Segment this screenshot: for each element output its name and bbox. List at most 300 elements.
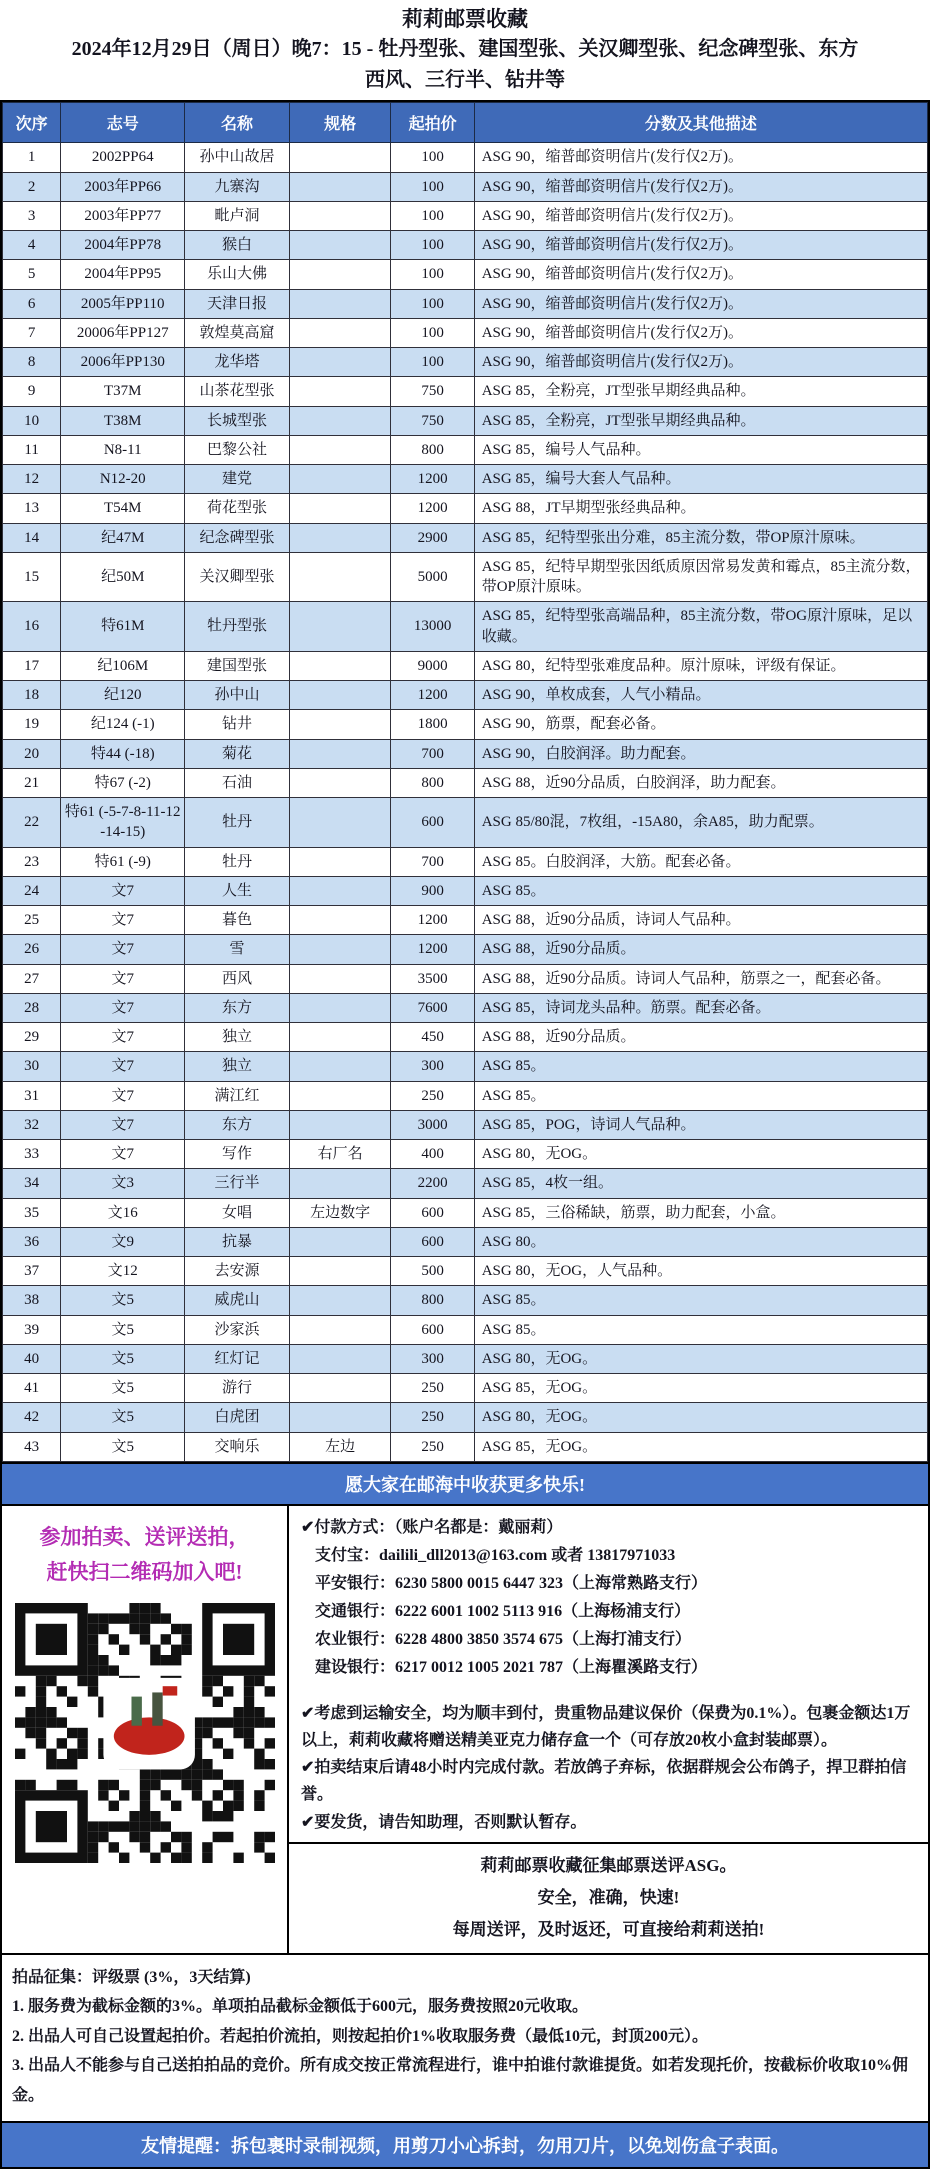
table-row [3, 231, 928, 260]
table-row [3, 768, 928, 797]
cell-desc: ASG 90，缩普邮资明信片(发行仅2万)。 [474, 172, 927, 201]
cell-price: 5000 [391, 552, 474, 602]
cell-code: 文16 [61, 1198, 185, 1227]
cell-name: 关汉卿型张 [185, 552, 290, 602]
cell-name: 东方 [185, 993, 290, 1022]
cell-price: 800 [391, 435, 474, 464]
cell-spec [289, 201, 391, 230]
cell-code: 2002PP64 [61, 143, 185, 172]
table-header-row [3, 103, 928, 143]
table-row [3, 1374, 928, 1403]
table-row [3, 377, 928, 406]
cell-code: 文9 [61, 1227, 185, 1256]
asg-promo-line-2: 安全，准确，快速! [537, 1887, 680, 1907]
terms-item: 1. 服务费为截标金额的3%。单项拍品截标金额低于600元，服务费按照20元收取。 [12, 1998, 589, 2016]
cell-spec [289, 1257, 391, 1286]
cell-price: 100 [391, 172, 474, 201]
cell-code: 2004年PP78 [61, 231, 185, 260]
cell-code: 文7 [61, 906, 185, 935]
cell-name: 红灯记 [185, 1344, 290, 1373]
cell-name: 三行半 [185, 1169, 290, 1198]
cell-seq: 19 [3, 710, 61, 739]
cell-name: 独立 [185, 1052, 290, 1081]
cell-price: 500 [391, 1257, 474, 1286]
table-row [3, 318, 928, 347]
cell-name: 白虎团 [185, 1403, 290, 1432]
cell-desc: ASG 85，全粉亮，JT型张早期经典品种。 [474, 406, 927, 435]
cell-price: 700 [391, 847, 474, 876]
cell-price: 1200 [391, 681, 474, 710]
cell-name: 菊花 [185, 739, 290, 768]
table-row [3, 289, 928, 318]
table-row [3, 435, 928, 464]
cell-seq: 25 [3, 906, 61, 935]
cell-spec [289, 1374, 391, 1403]
cell-name: 雪 [185, 935, 290, 964]
table-row [3, 465, 928, 494]
cell-desc: ASG 85。 [474, 1286, 927, 1315]
cell-desc: ASG 85，全粉亮，JT型张早期经典品种。 [474, 377, 927, 406]
cell-code: T37M [61, 377, 185, 406]
cell-seq: 16 [3, 602, 61, 652]
cell-name: 牡丹 [185, 798, 290, 848]
cell-desc: ASG 85，三俗稀缺，筋票，助力配套，小盒。 [474, 1198, 927, 1227]
cell-name: 纪念碑型张 [185, 523, 290, 552]
cell-price: 100 [391, 201, 474, 230]
page-title: 莉莉邮票收藏 [402, 7, 528, 31]
cell-desc: ASG 85，无OG。 [474, 1374, 927, 1403]
cell-code: 纪50M [61, 552, 185, 602]
cell-code: 文7 [61, 1110, 185, 1139]
qr-code-image [15, 1603, 275, 1863]
cell-seq: 17 [3, 651, 61, 680]
cell-price: 1200 [391, 465, 474, 494]
table-row [3, 1052, 928, 1081]
cell-desc: ASG 85，4枚一组。 [474, 1169, 927, 1198]
cell-seq: 29 [3, 1023, 61, 1052]
cell-spec: 左边数字 [289, 1198, 391, 1227]
cell-code: 文5 [61, 1315, 185, 1344]
cell-seq: 15 [3, 552, 61, 602]
cell-name: 龙华塔 [185, 348, 290, 377]
cell-seq: 39 [3, 1315, 61, 1344]
cell-name: 孙中山故居 [185, 143, 290, 172]
cell-price: 1200 [391, 935, 474, 964]
cell-code: 文7 [61, 876, 185, 905]
cell-desc: ASG 85。 [474, 1052, 927, 1081]
cell-desc: ASG 85，纪特早期型张因纸质原因常易发黄和霉点，85主流分数，带OP原汁原味。 [474, 552, 927, 602]
cell-spec [289, 552, 391, 602]
cell-desc: ASG 85，POG，诗词人气品种。 [474, 1110, 927, 1139]
table-row [3, 1081, 928, 1110]
page-subtitle [10, 34, 920, 96]
cell-name: 西风 [185, 964, 290, 993]
column-header: 名称 [185, 103, 290, 143]
table-row [3, 681, 928, 710]
column-header: 规格 [289, 103, 391, 143]
cell-spec [289, 1023, 391, 1052]
cell-name: 建党 [185, 465, 290, 494]
table-row [3, 602, 928, 652]
table-row [3, 935, 928, 964]
cell-price: 1800 [391, 710, 474, 739]
cell-seq: 38 [3, 1286, 61, 1315]
cell-spec [289, 876, 391, 905]
cell-seq: 26 [3, 935, 61, 964]
cell-code: 文5 [61, 1374, 185, 1403]
cell-desc: ASG 85。 [474, 876, 927, 905]
cell-name: 人生 [185, 876, 290, 905]
cell-desc: ASG 85。 [474, 1081, 927, 1110]
cell-code: 2005年PP110 [61, 289, 185, 318]
cell-seq: 33 [3, 1140, 61, 1169]
cell-spec [289, 993, 391, 1022]
cell-price: 450 [391, 1023, 474, 1052]
cell-price: 9000 [391, 651, 474, 680]
cell-code: 文7 [61, 935, 185, 964]
cell-price: 13000 [391, 602, 474, 652]
cell-name: 敦煌莫高窟 [185, 318, 290, 347]
cell-spec [289, 1403, 391, 1432]
cell-price: 800 [391, 768, 474, 797]
table-row [3, 1257, 928, 1286]
cell-spec [289, 847, 391, 876]
cell-price: 750 [391, 406, 474, 435]
cell-desc: ASG 85，纪特型张高端品种，85主流分数，带OG原汁原味，足以收藏。 [474, 602, 927, 652]
cell-spec [289, 172, 391, 201]
cell-code: N12-20 [61, 465, 185, 494]
cell-spec [289, 348, 391, 377]
cell-spec [289, 494, 391, 523]
cell-spec [289, 651, 391, 680]
cell-desc: ASG 90，缩普邮资明信片(发行仅2万)。 [474, 260, 927, 289]
cell-desc: ASG 88，JT早期型张经典品种。 [474, 494, 927, 523]
cell-name: 荷花型张 [185, 494, 290, 523]
cell-code: 文12 [61, 1257, 185, 1286]
cell-seq: 2 [3, 172, 61, 201]
cell-price: 250 [391, 1403, 474, 1432]
cell-code: T38M [61, 406, 185, 435]
cell-spec [289, 435, 391, 464]
table-row [3, 143, 928, 172]
cell-name: 钻井 [185, 710, 290, 739]
column-header: 分数及其他描述 [474, 103, 927, 143]
cell-code: 文5 [61, 1403, 185, 1432]
cell-desc: ASG 90，缩普邮资明信片(发行仅2万)。 [474, 318, 927, 347]
cell-desc: ASG 85/80混，7枚组，-15A80，余A85，助力配票。 [474, 798, 927, 848]
cell-price: 100 [391, 289, 474, 318]
cell-code: 纪47M [61, 523, 185, 552]
cell-seq: 43 [3, 1432, 61, 1461]
cell-name: 牡丹型张 [185, 602, 290, 652]
cell-spec [289, 406, 391, 435]
cell-seq: 9 [3, 377, 61, 406]
cell-code: 文7 [61, 993, 185, 1022]
table-row [3, 1344, 928, 1373]
cell-name: 天津日报 [185, 289, 290, 318]
cell-price: 7600 [391, 993, 474, 1022]
middle-section [2, 1506, 928, 1953]
cell-desc: ASG 90，缩普邮资明信片(发行仅2万)。 [474, 201, 927, 230]
cell-seq: 37 [3, 1257, 61, 1286]
cell-code: 文5 [61, 1286, 185, 1315]
cell-price: 1200 [391, 494, 474, 523]
cell-code: 2006年PP130 [61, 348, 185, 377]
cell-code: 文7 [61, 1023, 185, 1052]
cell-seq: 41 [3, 1374, 61, 1403]
cell-price: 100 [391, 348, 474, 377]
cell-price: 750 [391, 377, 474, 406]
payment-deadline-note: ✔拍卖结束后请48小时内完成付款。若放鸽子弃标，依据群规会公布鸽子，捍卫群拍信誉。 [301, 1759, 907, 1804]
cell-desc: ASG 90，缩普邮资明信片(发行仅2万)。 [474, 143, 927, 172]
cell-price: 600 [391, 1198, 474, 1227]
cell-spec [289, 798, 391, 848]
cell-seq: 13 [3, 494, 61, 523]
subtitle-line-2: 西风、三行半、钻井等 [365, 69, 565, 92]
cell-seq: 42 [3, 1403, 61, 1432]
cell-seq: 1 [3, 143, 61, 172]
cell-seq: 3 [3, 201, 61, 230]
shipping-note: ✔考虑到运输安全，均为顺丰到付，贵重物品建议保价（保费为0.1%）。包裹金额达1万以上，莉莉收藏将赠送精美亚克力储存盒一个（可存放20枚小盒封装邮票）。 [301, 1704, 911, 1749]
cell-desc: ASG 85。 [474, 1315, 927, 1344]
cell-seq: 7 [3, 318, 61, 347]
cell-spec [289, 1315, 391, 1344]
cell-code: 文7 [61, 964, 185, 993]
qr-promo-line-2: 赶快扫二维码加入吧! [46, 1560, 243, 1585]
cell-name: 满江红 [185, 1081, 290, 1110]
cell-price: 600 [391, 1315, 474, 1344]
cell-price: 100 [391, 143, 474, 172]
cell-price: 700 [391, 739, 474, 768]
cell-spec [289, 964, 391, 993]
column-header: 志号 [61, 103, 185, 143]
cell-price: 100 [391, 260, 474, 289]
cell-desc: ASG 88，近90分品质，白胶润泽，助力配套。 [474, 768, 927, 797]
cell-seq: 23 [3, 847, 61, 876]
cell-seq: 27 [3, 964, 61, 993]
cell-desc: ASG 90，缩普邮资明信片(发行仅2万)。 [474, 289, 927, 318]
asg-promo-line-1: 莉莉邮票收藏征集邮票送评ASG。 [480, 1855, 737, 1875]
cell-desc: ASG 90，缩普邮资明信片(发行仅2万)。 [474, 231, 927, 260]
alipay-account: 支付宝：dailili_dll2013@163.com 或者 13817971033 [315, 1546, 676, 1564]
cell-spec [289, 1081, 391, 1110]
cell-seq: 21 [3, 768, 61, 797]
cell-spec [289, 935, 391, 964]
cell-desc: ASG 85，无OG。 [474, 1432, 927, 1461]
cell-desc: ASG 88，近90分品质。诗词人气品种，筋票之一，配套必备。 [474, 964, 927, 993]
table-row [3, 201, 928, 230]
cell-name: 石油 [185, 768, 290, 797]
cell-spec [289, 260, 391, 289]
cell-code: 2003年PP66 [61, 172, 185, 201]
cell-seq: 10 [3, 406, 61, 435]
cell-seq: 14 [3, 523, 61, 552]
cell-code: N8-11 [61, 435, 185, 464]
cell-desc: ASG 85。白胶润泽，大筋。配套必备。 [474, 847, 927, 876]
cell-spec [289, 1052, 391, 1081]
cell-name: 乐山大佛 [185, 260, 290, 289]
cell-seq: 8 [3, 348, 61, 377]
cell-desc: ASG 85，编号人气品种。 [474, 435, 927, 464]
payment-heading: ✔付款方式：（账户名都是：戴丽莉） [301, 1518, 563, 1536]
delivery-note: ✔要发货，请告知助理，否则默认暂存。 [301, 1813, 587, 1831]
cell-name: 威虎山 [185, 1286, 290, 1315]
cell-code: 文7 [61, 1081, 185, 1110]
bank-account: 农业银行：6228 4800 3850 3574 675（上海打浦支行） [315, 1630, 692, 1648]
cell-seq: 40 [3, 1344, 61, 1373]
cell-desc: ASG 88，近90分品质。 [474, 1023, 927, 1052]
cell-price: 600 [391, 798, 474, 848]
table-row [3, 906, 928, 935]
cell-price: 250 [391, 1432, 474, 1461]
cell-name: 长城型张 [185, 406, 290, 435]
qr-promo-line-1: 参加拍卖、送评送拍， [39, 1524, 250, 1549]
cell-code: 纪120 [61, 681, 185, 710]
cell-price: 2200 [391, 1169, 474, 1198]
cell-code: 2003年PP77 [61, 201, 185, 230]
terms-heading: 拍品征集：评级票 (3%，3天结算) [12, 1968, 251, 1986]
cell-code: 特61 (-5-7-8-11-12-14-15) [61, 798, 185, 848]
table-row [3, 710, 928, 739]
cell-desc: ASG 80，无OG。 [474, 1344, 927, 1373]
table-row [3, 739, 928, 768]
cell-code: 特44 (-18) [61, 739, 185, 768]
cell-desc: ASG 90，单枚成套，人气小精品。 [474, 681, 927, 710]
column-header: 起拍价 [391, 103, 474, 143]
cell-spec [289, 318, 391, 347]
cell-price: 100 [391, 318, 474, 347]
table-row [3, 348, 928, 377]
cell-spec [289, 523, 391, 552]
table-row [3, 1432, 928, 1461]
subtitle-line-1: 2024年12月29日（周日）晚7：15 - 牡丹型张、建国型张、关汉卿型张、纪念碑型张、东方 [71, 38, 859, 61]
cell-price: 250 [391, 1374, 474, 1403]
cell-price: 250 [391, 1081, 474, 1110]
cell-name: 孙中山 [185, 681, 290, 710]
table-row [3, 1110, 928, 1139]
asg-promo-block [289, 1842, 928, 1953]
cell-spec [289, 681, 391, 710]
cell-seq: 6 [3, 289, 61, 318]
table-row [3, 1286, 928, 1315]
table-row [3, 964, 928, 993]
bank-account: 平安银行：6230 5800 0015 6447 323（上海常熟路支行） [315, 1574, 708, 1592]
table-row [3, 847, 928, 876]
table-row [3, 406, 928, 435]
bank-account: 建设银行：6217 0012 1005 2021 787（上海瞿溪路支行） [315, 1658, 708, 1676]
cell-price: 1200 [391, 906, 474, 935]
spacer [301, 1682, 918, 1700]
cell-seq: 30 [3, 1052, 61, 1081]
cell-desc: ASG 85，诗词龙头品种。筋票。配套必备。 [474, 993, 927, 1022]
cell-seq: 36 [3, 1227, 61, 1256]
cell-code: 文5 [61, 1432, 185, 1461]
cell-desc: ASG 90，缩普邮资明信片(发行仅2万)。 [474, 348, 927, 377]
cell-code: 特61M [61, 602, 185, 652]
cell-name: 山茶花型张 [185, 377, 290, 406]
cell-spec [289, 1344, 391, 1373]
bank-account: 交通银行：6222 6001 1002 5113 916（上海杨浦支行） [315, 1602, 691, 1620]
cell-price: 600 [391, 1227, 474, 1256]
cell-spec [289, 377, 391, 406]
table-row [3, 260, 928, 289]
cell-spec [289, 231, 391, 260]
cell-spec [289, 739, 391, 768]
cell-code: 文7 [61, 1140, 185, 1169]
asg-promo-line-3: 每周送评，及时返还，可直接给莉莉送拍! [452, 1920, 765, 1940]
cell-seq: 22 [3, 798, 61, 848]
cell-desc: ASG 80，无OG。 [474, 1140, 927, 1169]
table-row [3, 651, 928, 680]
cell-code: 2004年PP95 [61, 260, 185, 289]
cell-name: 女唱 [185, 1198, 290, 1227]
cell-desc: ASG 90，白胶润泽。助力配套。 [474, 739, 927, 768]
cell-code: 纪124 (-1) [61, 710, 185, 739]
cell-price: 3500 [391, 964, 474, 993]
table-row [3, 523, 928, 552]
auction-table-body [3, 143, 928, 1462]
cell-seq: 34 [3, 1169, 61, 1198]
cell-spec [289, 1110, 391, 1139]
cell-name: 巴黎公社 [185, 435, 290, 464]
table-row [3, 552, 928, 602]
cell-spec [289, 289, 391, 318]
cell-desc: ASG 85，纪特型张出分难，85主流分数，带OP原汁原味。 [474, 523, 927, 552]
cell-spec [289, 1286, 391, 1315]
cell-name: 牡丹 [185, 847, 290, 876]
cell-spec: 左边 [289, 1432, 391, 1461]
terms-item: 2. 出品人可自己设置起拍价。若起拍价流拍，则按起拍价1%收取服务费（最低10元，封顶200元）。 [12, 2027, 709, 2045]
cell-code: 文3 [61, 1169, 185, 1198]
cell-name: 去安源 [185, 1257, 290, 1286]
cell-seq: 20 [3, 739, 61, 768]
cell-name: 暮色 [185, 906, 290, 935]
payment-block [289, 1506, 928, 1842]
cell-name: 猴白 [185, 231, 290, 260]
cell-name: 东方 [185, 1110, 290, 1139]
cell-desc: ASG 80。 [474, 1227, 927, 1256]
cell-price: 900 [391, 876, 474, 905]
cell-name: 独立 [185, 1023, 290, 1052]
table-row [3, 1198, 928, 1227]
cell-code: 20006年PP127 [61, 318, 185, 347]
cell-seq: 31 [3, 1081, 61, 1110]
cell-seq: 32 [3, 1110, 61, 1139]
cell-spec: 右厂名 [289, 1140, 391, 1169]
terms-section [2, 1953, 928, 2121]
table-row [3, 798, 928, 848]
cell-name: 抗暴 [185, 1227, 290, 1256]
cell-name: 建国型张 [185, 651, 290, 680]
cell-seq: 4 [3, 231, 61, 260]
cell-seq: 24 [3, 876, 61, 905]
cell-name: 游行 [185, 1374, 290, 1403]
column-header: 次序 [3, 103, 61, 143]
table-row [3, 1140, 928, 1169]
terms-item: 3. 出品人不能参与自己送拍拍品的竞价。所有成交按正常流程进行，谁中拍谁付款谁提货。如若发现托价，按截标价收取10%佣金。 [12, 2057, 909, 2104]
table-row [3, 1403, 928, 1432]
cell-name: 九寨沟 [185, 172, 290, 201]
cell-seq: 18 [3, 681, 61, 710]
table-row [3, 494, 928, 523]
cell-price: 100 [391, 231, 474, 260]
main-body [0, 100, 930, 2168]
wish-banner: 愿大家在邮海中收获更多快乐! [2, 1462, 928, 1506]
cell-desc: ASG 90，筋票，配套必备。 [474, 710, 927, 739]
table-row [3, 1023, 928, 1052]
cell-name: 沙家浜 [185, 1315, 290, 1344]
table-row [3, 1169, 928, 1198]
